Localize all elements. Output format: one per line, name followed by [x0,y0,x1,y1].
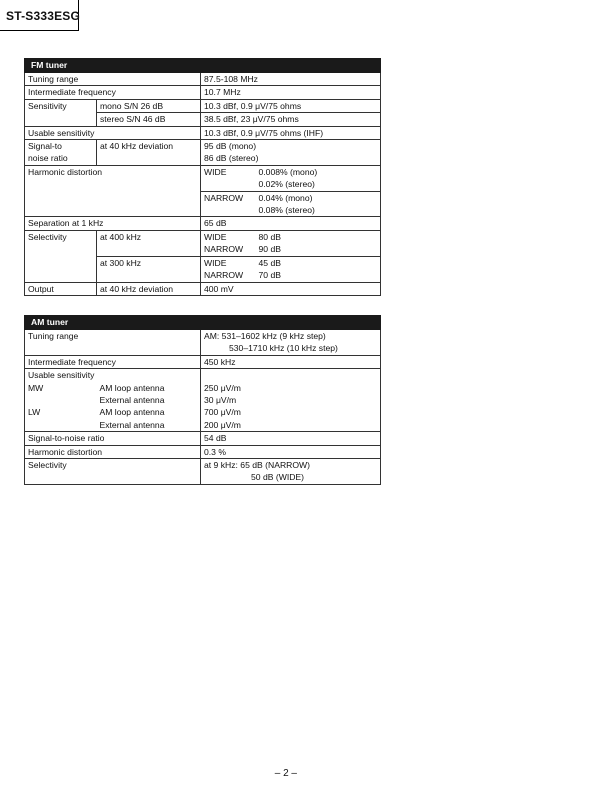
table-row: Tuning range 87.5-108 MHz [25,73,381,86]
table-row: stereo S/N 46 dB 38.5 dBf, 23 μV/75 ohms [25,113,381,126]
table-row: Signal-to-noise ratio 54 dB [25,432,381,445]
table-row: NARROW 70 dB [25,269,381,282]
table-row: Intermediate frequency 10.7 MHz [25,86,381,99]
table-row: Intermediate frequency 450 kHz [25,355,381,368]
table-row: NARROW 0.04% (mono) [25,191,381,204]
table-row: Usable sensitivity [25,369,381,382]
table-row: Output at 40 kHz deviation 400 mV [25,282,381,295]
table-row: 50 dB (WIDE) [25,471,381,484]
table-row: noise ratio 86 dB (stereo) [25,152,381,165]
table-row: Tuning range AM: 531–1602 kHz (9 kHz step) [25,330,381,343]
table-row: Signal-to at 40 kHz deviation 95 dB (mono) [25,140,381,153]
table-row: Selectivity at 9 kHz: 65 dB (NARROW) [25,459,381,472]
fm-tuner-table [24,58,381,296]
table-row: MW AM loop antenna 250 μV/m [25,382,381,394]
table-row: External antenna 30 μV/m [25,394,381,406]
table-row: NARROW 90 dB [25,243,381,256]
table-row: 0.02% (stereo) [25,178,381,191]
fm-title: FM tuner [25,59,381,73]
table-row: External antenna 200 μV/m [25,419,381,432]
table-row: Usable sensitivity 10.3 dBf, 0.9 μV/75 ohms (IHF) [25,126,381,139]
table-row: Sensitivity mono S/N 26 dB 10.3 dBf, 0.9 μV/75 ohms [25,99,381,112]
table-row: LW AM loop antenna 700 μV/m [25,406,381,418]
table-row: Separation at 1 kHz 65 dB [25,217,381,230]
table-row: at 300 kHz WIDE 45 dB [25,256,381,269]
page-number: – 2 – [274,768,297,779]
am-tuner-table [24,315,381,485]
table-row: Harmonic distortion WIDE 0.008% (mono) [25,165,381,178]
table-row: Harmonic distortion 0.3 % [25,445,381,458]
table-row: Selectivity at 400 kHz WIDE 80 dB [25,230,381,243]
model-number: ST-S333ESG [6,9,81,23]
am-title: AM tuner [25,316,381,330]
table-row: 530–1710 kHz (10 kHz step) [25,342,381,355]
table-row: 0.08% (stereo) [25,204,381,217]
